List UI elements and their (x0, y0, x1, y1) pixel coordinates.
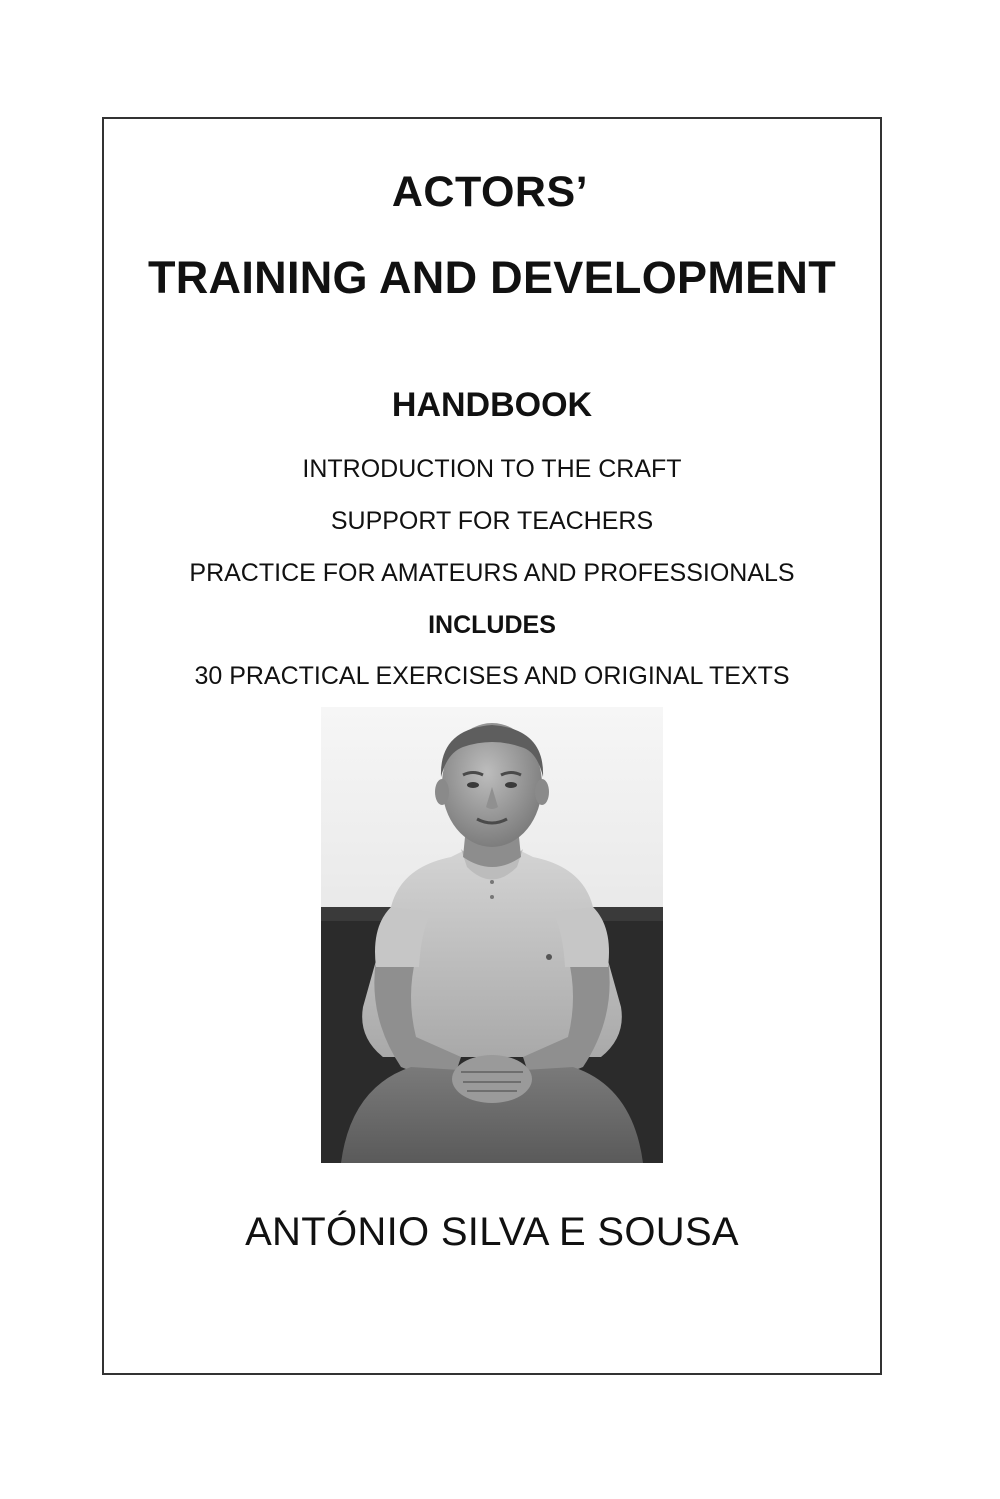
feature-line-practice: PRACTICE FOR AMATEURS AND PROFESSIONALS (189, 559, 795, 587)
includes-label: INCLUDES (428, 611, 556, 639)
author-photo (321, 707, 663, 1163)
title-line-2: TRAINING AND DEVELOPMENT (147, 252, 837, 303)
feature-line-teachers: SUPPORT FOR TEACHERS (330, 507, 654, 535)
subtitle-handbook: HANDBOOK (391, 386, 593, 424)
feature-line-craft: INTRODUCTION TO THE CRAFT (302, 455, 682, 483)
includes-text: 30 PRACTICAL EXERCISES AND ORIGINAL TEXTS (194, 662, 790, 690)
title-line-1: ACTORS’ (391, 168, 589, 216)
author-name: ANTÓNIO SILVA E SOUSA (245, 1210, 739, 1254)
